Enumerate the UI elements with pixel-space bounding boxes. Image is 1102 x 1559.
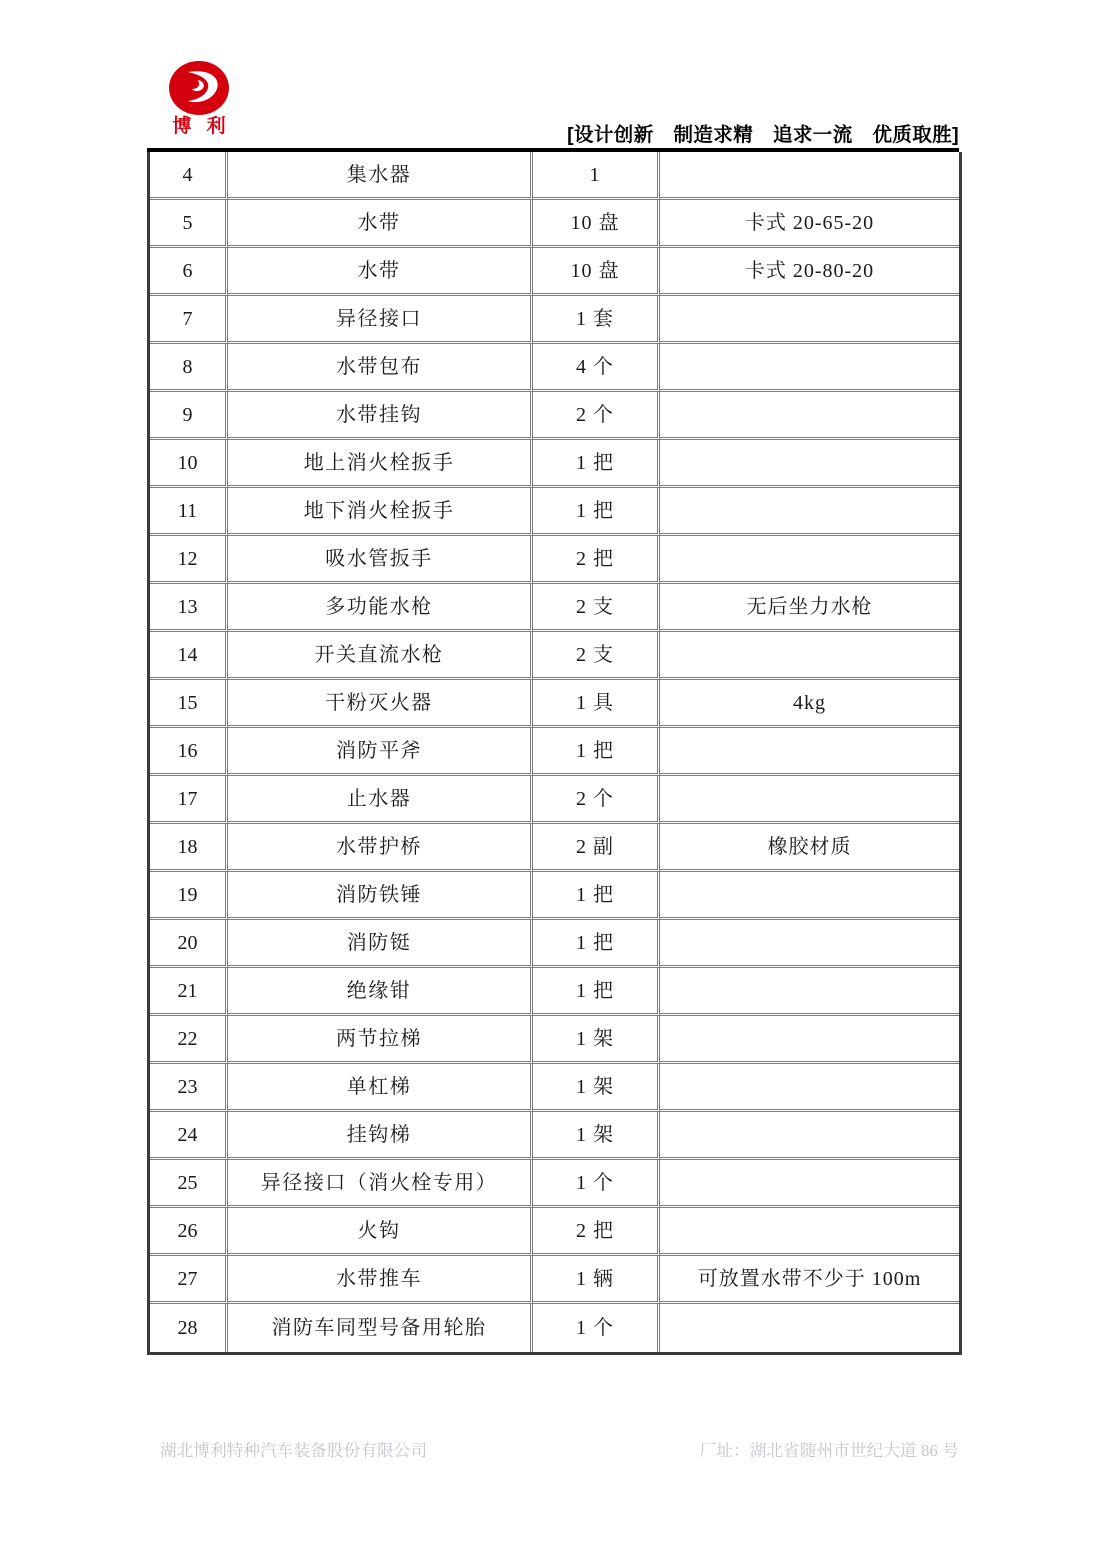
table-cell-note [660,440,959,488]
table-cell-note [660,1016,959,1064]
table-cell-qty: 2 个 [533,776,660,824]
table-cell-name: 火钩 [228,1208,533,1256]
table-cell-no: 8 [150,344,228,392]
table-cell-no: 24 [150,1112,228,1160]
table-cell-note [660,1112,959,1160]
table-cell-note [660,632,959,680]
table-cell-name: 地上消火栓扳手 [228,440,533,488]
table-cell-no: 5 [150,200,228,248]
table-cell-name: 消防铤 [228,920,533,968]
table-row [150,920,959,968]
table-cell-note [660,1160,959,1208]
table-cell-name: 吸水管扳手 [228,536,533,584]
table-cell-qty: 1 架 [533,1064,660,1112]
table-row [150,776,959,824]
table-cell-note: 卡式 20-80-20 [660,248,959,296]
table-cell-no: 16 [150,728,228,776]
table-cell-no: 27 [150,1256,228,1304]
table-cell-name: 异径接口（消火栓专用） [228,1160,533,1208]
table-cell-qty: 2 把 [533,1208,660,1256]
table-cell-no: 10 [150,440,228,488]
table-cell-no: 19 [150,872,228,920]
table-row [150,392,959,440]
table-cell-name: 集水器 [228,152,533,200]
table-cell-no: 9 [150,392,228,440]
table-cell-qty: 2 支 [533,584,660,632]
footer-company-name: 湖北博利特种汽车装备股份有限公司 [160,1441,428,1460]
table-cell-no: 25 [150,1160,228,1208]
company-slogan: [设计创新 制造求精 追求一流 优质取胜] [567,124,959,146]
table-cell-qty: 1 架 [533,1016,660,1064]
table-cell-no: 12 [150,536,228,584]
table-cell-note: 卡式 20-65-20 [660,200,959,248]
table-cell-qty: 4 个 [533,344,660,392]
table-cell-name: 地下消火栓扳手 [228,488,533,536]
footer-address: 厂址：湖北省随州市世纪大道 86 号 [699,1441,959,1460]
table-cell-note [660,152,959,200]
table-row [150,1304,959,1352]
table-row [150,824,959,872]
table-cell-no: 21 [150,968,228,1016]
table-cell-qty: 1 [533,152,660,200]
page-header [147,60,959,148]
company-logo [153,60,245,138]
table-cell-name: 绝缘钳 [228,968,533,1016]
table-cell-note: 橡胶材质 [660,824,959,872]
table-cell-note [660,1208,959,1256]
table-cell-note: 无后坐力水枪 [660,584,959,632]
table-cell-no: 28 [150,1304,228,1352]
table-cell-qty: 1 个 [533,1304,660,1352]
table-cell-qty: 1 架 [533,1112,660,1160]
table-cell-qty: 1 把 [533,920,660,968]
table-cell-name: 消防铁锤 [228,872,533,920]
table-cell-no: 17 [150,776,228,824]
table-cell-no: 13 [150,584,228,632]
table-cell-no: 4 [150,152,228,200]
table-cell-no: 18 [150,824,228,872]
table-cell-note [660,296,959,344]
table-row [150,296,959,344]
table-cell-no: 14 [150,632,228,680]
table-cell-name: 挂钩梯 [228,1112,533,1160]
table-cell-qty: 1 把 [533,488,660,536]
table-cell-qty: 1 具 [533,680,660,728]
table-cell-no: 15 [150,680,228,728]
table-cell-qty: 1 把 [533,728,660,776]
table-row [150,1112,959,1160]
table-cell-name: 水带 [228,248,533,296]
table-cell-no: 11 [150,488,228,536]
table-cell-qty: 1 把 [533,968,660,1016]
table-cell-name: 两节拉梯 [228,1016,533,1064]
table-cell-qty: 1 套 [533,296,660,344]
table-row [150,536,959,584]
table-row [150,488,959,536]
table-cell-name: 水带 [228,200,533,248]
table-cell-qty: 10 盘 [533,200,660,248]
table-row [150,1256,959,1304]
table-cell-note [660,920,959,968]
table-cell-name: 水带推车 [228,1256,533,1304]
table-row [150,440,959,488]
page-footer [147,1437,959,1463]
table-row [150,1160,959,1208]
table-cell-name: 开关直流水枪 [228,632,533,680]
table-cell-qty: 2 把 [533,536,660,584]
logo-wordmark: 博 利 [172,116,231,137]
table-cell-note [660,392,959,440]
table-row [150,248,959,296]
table-cell-qty: 1 把 [533,872,660,920]
table-cell-name: 异径接口 [228,296,533,344]
table-cell-note [660,776,959,824]
table-row [150,200,959,248]
table-cell-name: 消防平斧 [228,728,533,776]
equipment-table-body [150,152,959,1352]
table-cell-no: 7 [150,296,228,344]
table-cell-note: 可放置水带不少于 100m [660,1256,959,1304]
table-row [150,1064,959,1112]
table-cell-no: 23 [150,1064,228,1112]
table-cell-qty: 2 支 [533,632,660,680]
table-cell-no: 26 [150,1208,228,1256]
table-cell-qty: 1 辆 [533,1256,660,1304]
table-cell-qty: 2 副 [533,824,660,872]
table-cell-note [660,1304,959,1352]
table-cell-name: 止水器 [228,776,533,824]
table-cell-no: 22 [150,1016,228,1064]
table-row [150,152,959,200]
table-row [150,344,959,392]
table-cell-note [660,728,959,776]
equipment-table [147,152,962,1355]
table-cell-qty: 1 把 [533,440,660,488]
bolly-circular-b-logo-icon [168,60,230,116]
table-cell-name: 水带包布 [228,344,533,392]
table-row [150,872,959,920]
table-cell-name: 水带护桥 [228,824,533,872]
table-row [150,632,959,680]
table-row [150,968,959,1016]
table-cell-note: 4kg [660,680,959,728]
table-cell-qty: 10 盘 [533,248,660,296]
table-row [150,1208,959,1256]
table-cell-name: 水带挂钩 [228,392,533,440]
table-cell-name: 消防车同型号备用轮胎 [228,1304,533,1352]
table-cell-name: 单杠梯 [228,1064,533,1112]
table-cell-no: 20 [150,920,228,968]
table-row [150,1016,959,1064]
table-cell-name: 多功能水枪 [228,584,533,632]
table-cell-note [660,968,959,1016]
table-row [150,680,959,728]
table-cell-qty: 2 个 [533,392,660,440]
table-cell-no: 6 [150,248,228,296]
table-cell-note [660,488,959,536]
table-cell-name: 干粉灭火器 [228,680,533,728]
table-row [150,584,959,632]
table-cell-note [660,1064,959,1112]
table-cell-note [660,344,959,392]
table-cell-note [660,872,959,920]
table-cell-qty: 1 个 [533,1160,660,1208]
table-row [150,728,959,776]
table-cell-note [660,536,959,584]
equipment-table-container [147,148,959,1355]
